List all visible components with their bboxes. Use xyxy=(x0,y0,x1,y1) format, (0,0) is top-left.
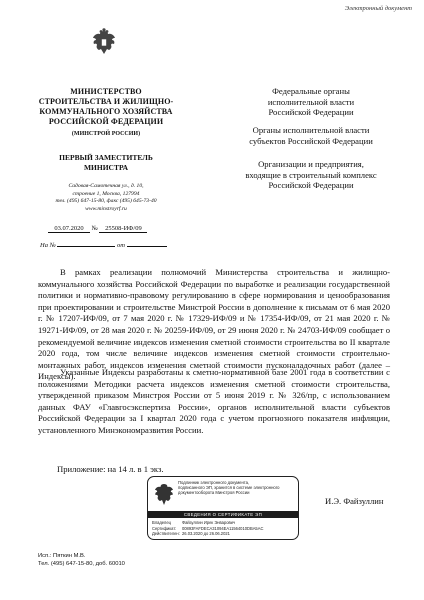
coat-of-arms-icon xyxy=(91,28,117,58)
recipient-line: Органы исполнительной власти xyxy=(252,125,370,135)
registration-number-line xyxy=(48,225,188,233)
reference-prefix: На № xyxy=(40,242,56,249)
attachment-note: Приложение: на 14 л. в 1 экз. xyxy=(57,464,164,474)
stamp-line: документооборота Минстроя России xyxy=(178,490,250,496)
position-line: МИНИСТРА xyxy=(83,163,129,172)
ministry-line: МИНИСТЕРСТВО xyxy=(70,87,142,96)
stamp-certificate-info xyxy=(152,520,296,537)
address-line: тел. (495) 647-15-80, факс (495) 645-73-40 xyxy=(55,198,157,205)
executor-phone: Тел. (495) 647-15-80, доб. 60010 xyxy=(38,561,125,567)
stamp-row-key: Действителен: xyxy=(152,531,180,537)
stamp-row xyxy=(152,531,296,537)
recipient-line: Организации и предприятия, xyxy=(258,159,364,169)
recipient-block-3 xyxy=(236,159,386,191)
signature-stamp xyxy=(147,476,299,540)
stamp-row-value: Файзуллин Ирек Энварович xyxy=(182,520,236,525)
stamp-row-key: Сертификат: xyxy=(152,525,177,531)
ministry-line: КОММУНАЛЬНОГО ХОЗЯЙСТВА xyxy=(39,107,173,116)
executor-name: Исп.: Пяткин М.В. xyxy=(38,553,86,559)
stamp-line: подписанного ЭП, хранится в системе электронного xyxy=(178,485,280,491)
body-paragraph-1: В рамках реализации полномочий Министерства строительства и жилищно-коммунального хозяйства Российской Федерации по выработке и реализации государственной политики и нормативно-правовому регулированию в сфере нормирования и ценообразования при проектировании и строительстве Минстрой России в дополнение к письмам от 6 мая 2020 г. № 17207-ИФ/09, от 7 мая 2020 г. № 17329-ИФ/09 и № 17354-ИФ/09, от 21 мая 2020 г. № 19271-ИФ/09, от 28 мая 2020 г. № 20259-ИФ/09, от 29 июня 2020 г. № 24703-ИФ/09 сообщает о рекомендуемой величине индексов изменения сметной стоимости строительства во II квартале 2020 года, том числе величине индексов изменения сметной стоимости строительно-монтажных работ, индексов изменения сметной стоимости пусконаладочных работ (далее – Индексы). xyxy=(38,267,390,382)
reference-number-blank xyxy=(57,246,115,247)
address-line: строение 1, Москва, 127994 xyxy=(72,190,140,197)
ministry-short-name: (МИНСТРОЙ РОССИИ) xyxy=(71,131,141,137)
number-sign: № xyxy=(91,225,98,232)
registration-date: 03.07.2020 xyxy=(48,225,90,233)
reference-from: от xyxy=(116,242,125,249)
ministry-line: РОССИЙСКОЙ ФЕДЕРАЦИИ xyxy=(48,117,164,126)
recipient-line: исполнительной власти xyxy=(267,96,355,107)
sender-address xyxy=(20,183,192,213)
coat-of-arms-icon xyxy=(153,481,175,509)
registration-number: 25508-ИФ/09 xyxy=(99,225,147,233)
body-paragraph-2: Указанные Индексы разработаны к сметно-нормативной базе 2001 года в соответствии с положениями Методики расчета индексов изменения сметной стоимости строительства, утвержденной приказом Минстроя России от 5 июня 2019 г. № 326/пр, с использованием данных ФАУ «Главгосэкспертиза России», органов исполнительной власти субъектов Российской Федерации за I квартал 2020 года с учетом прогнозного показателя инфляции, установленного Минэкономразвития России. xyxy=(38,367,390,435)
reference-date-blank xyxy=(127,246,167,247)
address-line: Садовая-Самотечная ул., д. 10, xyxy=(68,183,144,189)
electronic-document-label: Электронный документ xyxy=(344,5,412,12)
recipient-block-2 xyxy=(236,125,386,146)
stamp-row-key: Владелец xyxy=(152,520,171,525)
stamp-row-value: 26.03.2020 до 26.06.2021 xyxy=(182,531,230,537)
signer-name: И.Э. Файзуллин xyxy=(325,496,384,506)
recipient-line: Российской Федерации xyxy=(268,107,354,117)
ministry-name xyxy=(20,87,192,127)
stamp-title: СВЕДЕНИЯ О СЕРТИФИКАТЕ ЭП xyxy=(148,511,298,518)
recipient-block-1 xyxy=(236,86,386,118)
stamp-header xyxy=(148,477,298,511)
recipient-line: Российской Федерации xyxy=(268,180,354,190)
address-line: www.minstroyrf.ru xyxy=(85,205,127,212)
sender-position xyxy=(20,153,192,173)
stamp-row-value: 00893FAFDECA31094EA11564010DBA5AC xyxy=(182,525,264,531)
ministry-line: СТРОИТЕЛЬСТВА И ЖИЛИЩНО- xyxy=(38,97,174,106)
position-line: ПЕРВЫЙ ЗАМЕСТИТЕЛЬ xyxy=(59,153,153,162)
reference-line xyxy=(40,242,190,249)
recipient-line: субъектов Российской Федерации xyxy=(249,135,373,146)
stamp-text xyxy=(178,480,294,496)
recipient-line: Федеральные органы xyxy=(272,86,350,96)
recipient-line: входящие в строительный комплекс xyxy=(245,169,377,180)
stamp-line: Подлинник электронного документа, xyxy=(178,480,250,485)
executor-info xyxy=(38,552,125,568)
